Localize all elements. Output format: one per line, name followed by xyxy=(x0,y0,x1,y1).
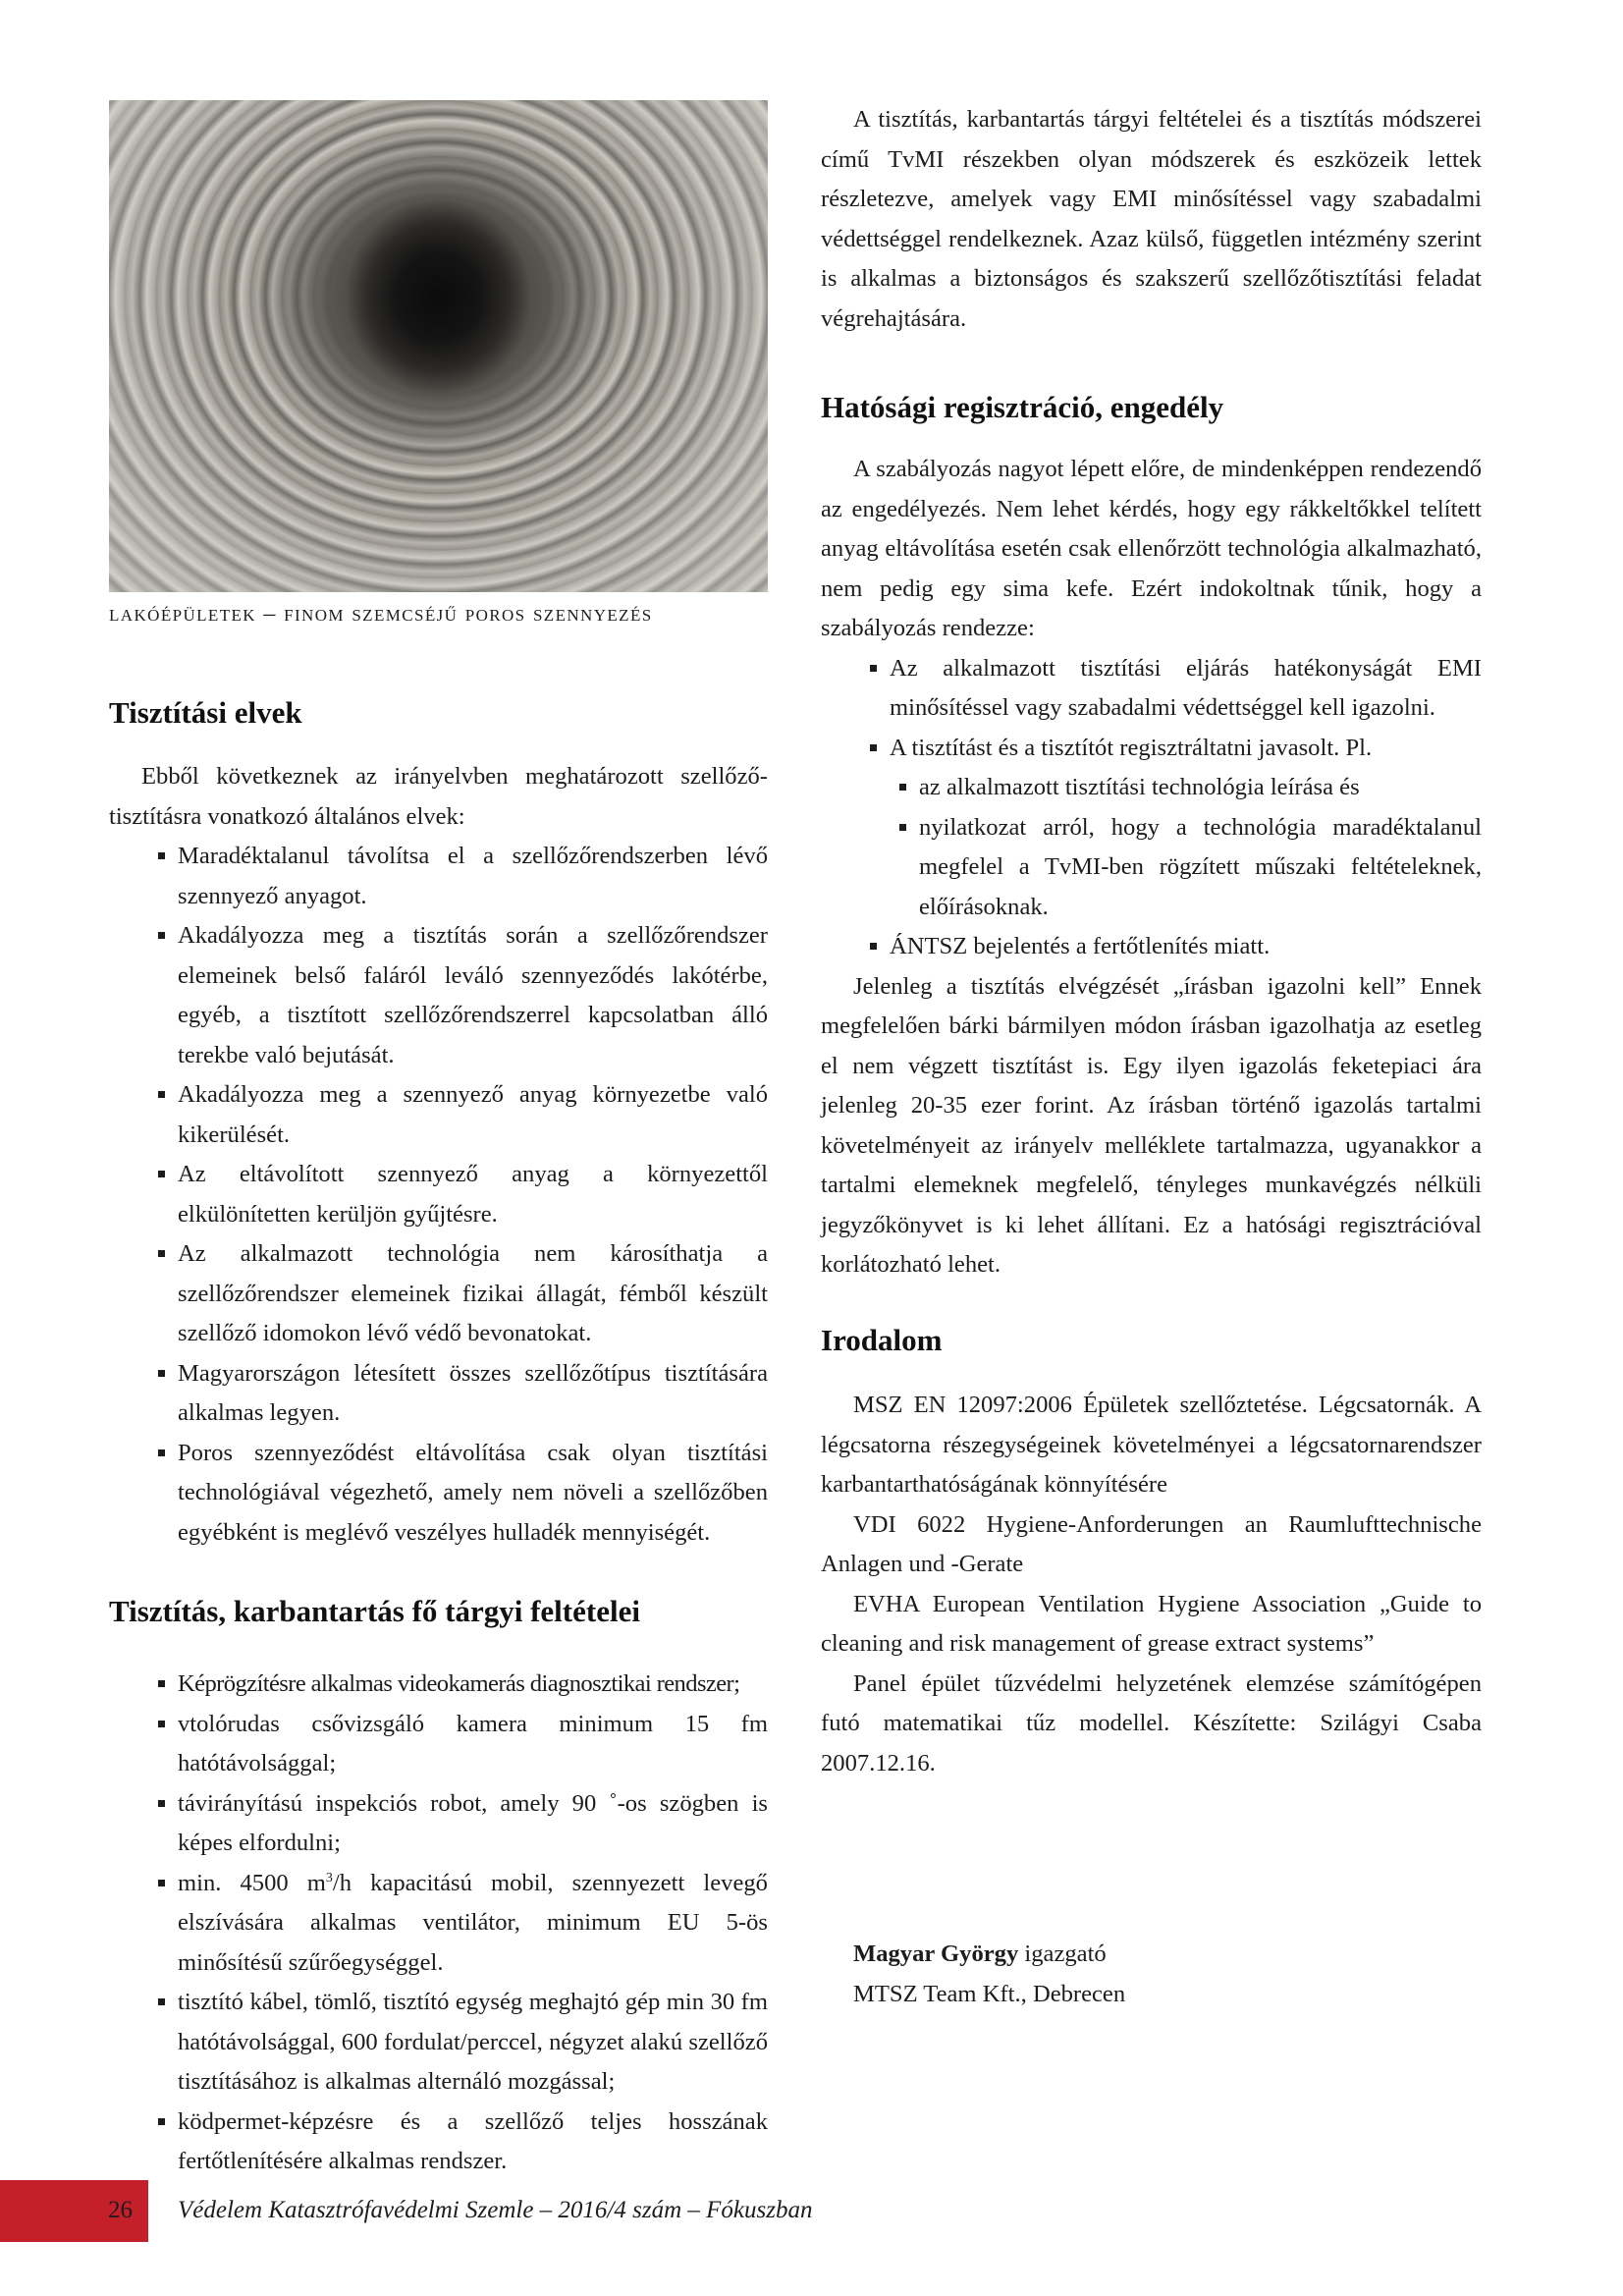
principles-list xyxy=(109,837,768,1553)
list-item: ködpermet-képzésre és a szellőző teljes hosszának fertőtlenítésére alkalmas rendszer. xyxy=(109,2103,768,2182)
list-item: Az alkalmazott technológia nem károsíthatja a szellőzőrendszer elemeinek fizikai állagát, fémből készült szellőző idomokon lévő védő bevonatokat. xyxy=(109,1234,768,1354)
list-item: az alkalmazott tisztítási technológia leírása és xyxy=(821,768,1482,808)
superscript: 3 xyxy=(325,1870,333,1886)
list-item: Képrögzítésre alkalmas videokamerás diagnosztikai rendszer; xyxy=(109,1665,768,1705)
list-item: Az eltávolított szennyező anyag a környezettől elkülönítetten kerüljön gyűjtésre. xyxy=(109,1155,768,1234)
author-role: igazgató xyxy=(1018,1941,1107,1967)
section-heading-registration: Hatósági regisztráció, engedély xyxy=(821,390,1224,424)
list-item: Poros szennyeződést eltávolítása csak olyan tisztítási technológiával végezhető, amely nem növeli a szellőzőben egyébként is meglévő veszélyes hulladék mennyiségét. xyxy=(109,1434,768,1554)
author-block xyxy=(853,1935,1482,2014)
section-heading-conditions: Tisztítás, karbantartás fő tárgyi feltételei xyxy=(109,1594,640,1628)
figure-caption: lakóépületek – finom szemcséjű poros szennyezés xyxy=(109,601,653,627)
list-item: távirányítású inspekciós robot, amely 90 ˚-os szögben is képes elfordulni; xyxy=(109,1784,768,1864)
section-heading-cleaning-principles: Tisztítási elvek xyxy=(109,695,302,730)
list-item: Magyarországon létesített összes szellőzőtípus tisztítására alkalmas legyen. xyxy=(109,1354,768,1434)
paragraph: Jelenleg a tisztítás elvégzését „írásban igazolni kell” Ennek megfelelően bárki bármilyen módon írásban igazolhatja az esetleg el nem végzett tisztítást is. Egy ilyen igazolás feketepiaci ára jelenleg 20-35 ezer forint. Az írásban történő igazolás tartalmi követelményeit az irányelv melléklete tartalmazza, ugyanakkor a tartalmi elemeknek megfelelő, tényleges munkavégzés nélküli jegyzőkönyvet is ki lehet állítani. Ez a hatósági regisztrációval korlátozható lehet. xyxy=(821,972,1482,1278)
references xyxy=(821,1386,1482,1783)
reference: VDI 6022 Hygiene-Anforderungen an Raumlufttechnische Anlagen und -Gerate xyxy=(821,1510,1482,1577)
list-item: Akadályozza meg a tisztítás során a szellőzőrendszer elemeinek belső faláról leváló szennyeződés lakótérbe, egyéb, a tisztított szellőzőrendszerrel kapcsolatban álló terekbe való bejutását. xyxy=(109,916,768,1075)
author-org: MTSZ Team Kft., Debrecen xyxy=(853,1980,1126,2007)
condition-text: /h kapacitású mobil, szennyezett levegő elszívására alkalmas ventilátor, minimum EU 5-ös minősítésű szűrőegységgel. xyxy=(178,1869,768,1976)
footer-journal-title: Védelem Katasztrófavédelmi Szemle – 2016/4 szám – Fókuszban xyxy=(178,2197,813,2223)
list-item: Az alkalmazott tisztítási eljárás hatékonyságát EMI minősítéssel vagy szabadalmi védettséggel kell igazolni. xyxy=(821,649,1482,729)
page-number: 26 xyxy=(108,2197,133,2223)
list-item: vtolórudas csővizsgáló kamera minimum 15 fm hatótávolsággal; xyxy=(109,1705,768,1784)
list-item: A tisztítást és a tisztítót regisztráltatni javasolt. Pl. xyxy=(821,729,1482,769)
list-item: tisztító kábel, tömlő, tisztító egység meghajtó gép min 30 fm hatótávolsággal, 600 fordulat/perccel, négyzet alakú szellőző tisztításához is alkalmas alternáló mozgással; xyxy=(109,1983,768,2103)
list-item: ÁNTSZ bejelentés a fertőtlenítés miatt. xyxy=(821,927,1482,967)
paragraph: A szabályozás nagyot lépett előre, de mindenképpen rendezendő az engedélyezés. Nem lehet kérdés, hogy egy rákkeltőkkel telített anyag eltávolítása esetén csak ellenőrzött technológia alkalmazható, nem pedig egy sima kefe. Ezért indokoltnak tűnik, hogy a szabályozás rendezze: xyxy=(821,456,1482,641)
conditions-list xyxy=(109,1665,768,2182)
reference: MSZ EN 12097:2006 Épületek szellőztetése. Légcsatornák. A légcsatorna részegységeinek követelményei a légcsatornarendszer karbantarthatóságának könnyítésére xyxy=(821,1392,1482,1498)
section-heading-references: Irodalom xyxy=(821,1323,943,1357)
list-item: nyilatkozat arról, hogy a technológia maradéktalanul megfelel a TvMI-ben rögzített műszaki feltételeknek, előírásoknak. xyxy=(821,808,1482,928)
author-name: Magyar György xyxy=(853,1941,1019,1967)
principles-intro: Ebből következnek az irányelvben meghatározott szellőző-tisztításra vonatkozó általános elvek: xyxy=(109,763,768,830)
regulation-list-cont xyxy=(821,927,1482,967)
list-item: Maradéktalanul távolítsa el a szellőzőrendszerben lévő szennyező anyagot. xyxy=(109,837,768,916)
paragraph: A tisztítás, karbantartás tárgyi feltételei és a tisztítás módszerei című TvMI részekben olyan módszerek és eszközeik lettek részletezve, amelyek vagy EMI minősítéssel vagy szabadalmi védettséggel rendelkeznek. Azaz külső, független intézmény szerint is alkalmas a biztonságos és szakszerű szellőzőtisztítási feladat végrehajtására. xyxy=(821,106,1482,332)
ventilation-duct-photo xyxy=(109,100,768,592)
list-item xyxy=(109,1864,768,1984)
reference: Panel épület tűzvédelmi helyzetének elemzése számítógépen futó matematikai tűz modellel. Készítette: Szilágyi Csaba 2007.12.16. xyxy=(821,1669,1482,1777)
condition-text: min. 4500 m xyxy=(178,1869,326,1896)
list-item: Akadályozza meg a szennyező anyag környezetbe való kikerülését. xyxy=(109,1075,768,1155)
reference: EVHA European Ventilation Hygiene Association „Guide to cleaning and risk management of grease extract systems” xyxy=(821,1590,1482,1657)
regulation-list xyxy=(821,649,1482,769)
registration-sublist xyxy=(821,768,1482,927)
